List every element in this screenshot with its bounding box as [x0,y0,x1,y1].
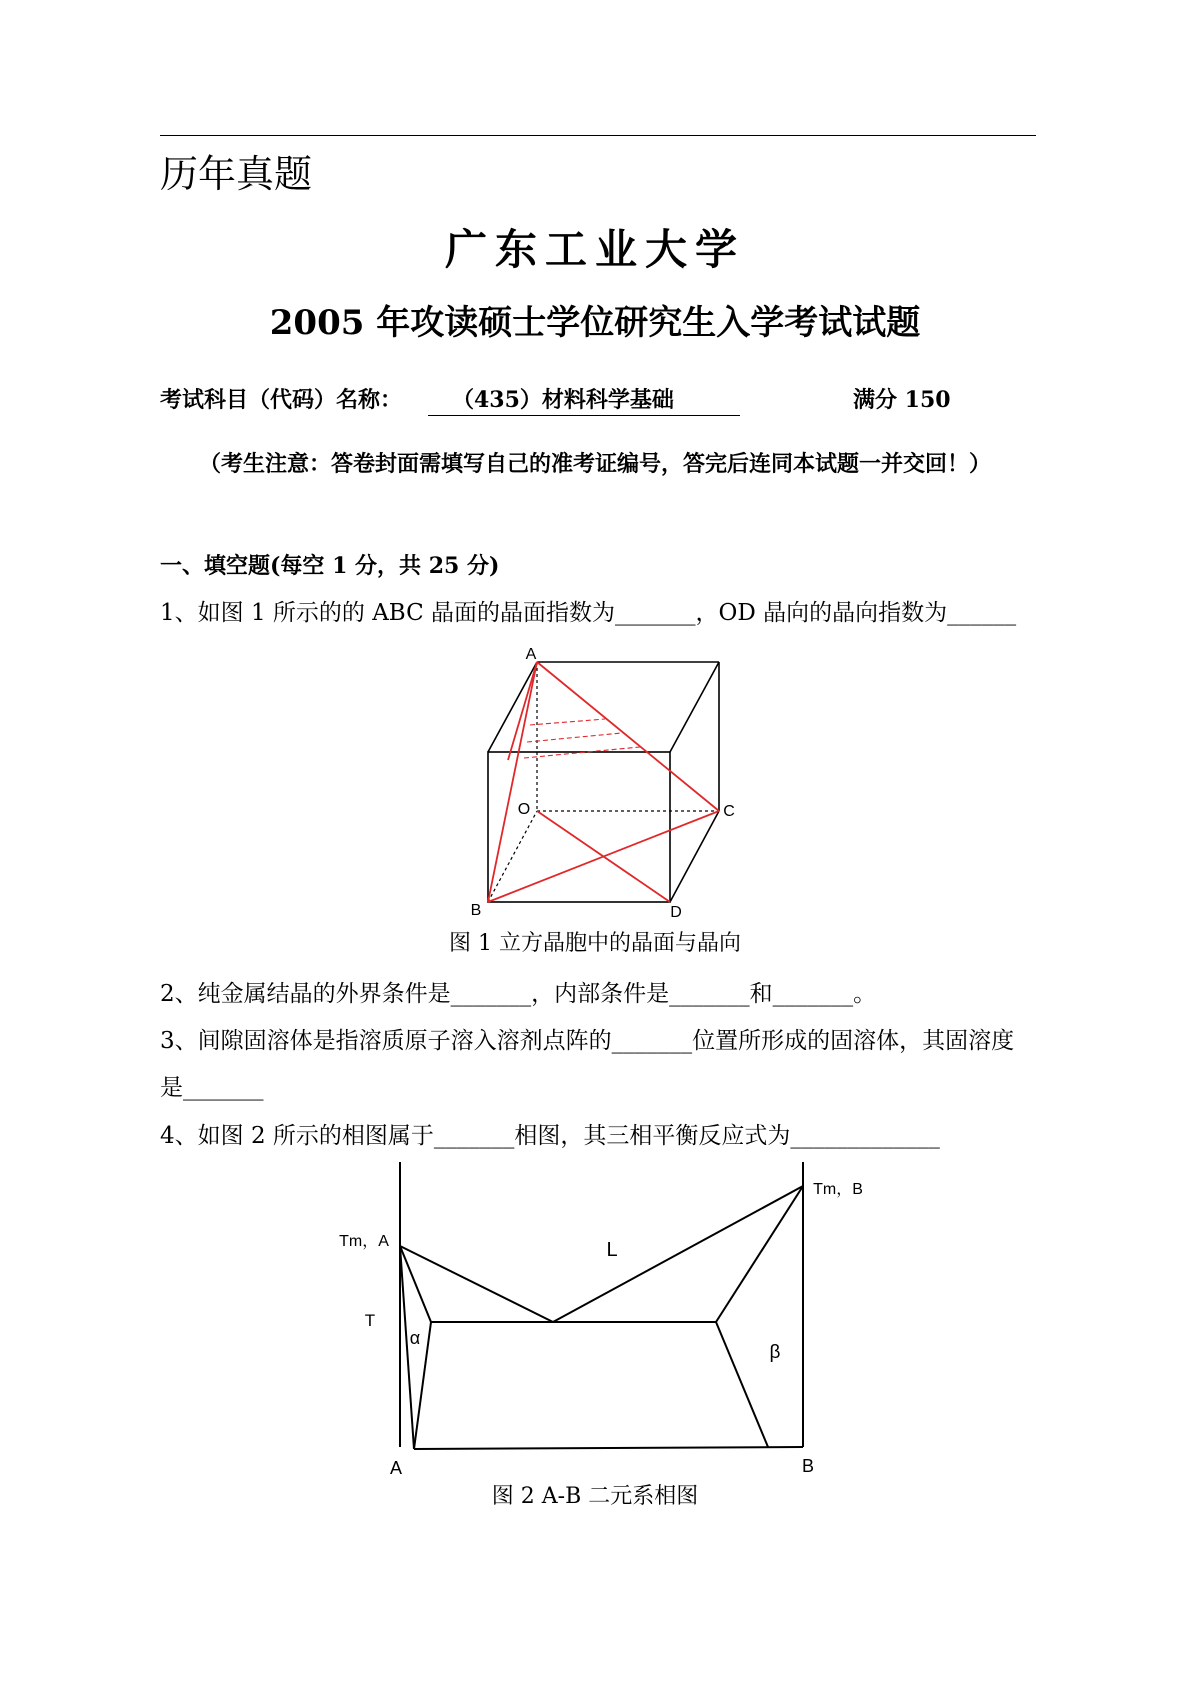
phase-diagram-lines [400,1162,803,1449]
question-1: 1、如图 1 所示的的 ABC 晶面的晶面指数为_______，OD 晶向的晶向指数为______ [160,600,1017,626]
question-3-continued: 是_______ [160,1075,264,1101]
figure-1-unit-cell [440,640,760,920]
subject-value: （435）材料科学基础 [428,384,740,416]
vertex-label-o: O [517,801,531,818]
section-title: 一、填空题(每空 1 分，共 25 分) [160,553,500,579]
full-score: 满分 150 [853,387,951,413]
question-3: 3、间隙固溶体是指溶质原子溶入溶剂点阵的_______位置所形成的固溶体，其固溶度 [160,1028,1015,1054]
figure-2-phase-diagram [320,1150,880,1490]
university-title: 广东工业大学 [444,225,745,274]
beta-phase-label: β [769,1342,781,1363]
figure-2-caption: 图 2 A-B 二元系相图 [491,1484,699,1509]
temperature-axis-label: T [364,1311,376,1330]
candidate-notice: （考生注意：答卷封面需填写自己的准考证编号，答完后连同本试题一并交回！） [198,451,991,477]
alpha-phase-label: α [409,1328,421,1348]
vertex-label-c: C [723,803,735,820]
highlighted-plane-and-direction [488,662,719,902]
melting-point-b-label: Tm，B [813,1181,863,1198]
vertex-label-a: A [525,646,537,663]
liquid-phase-label: L [606,1239,618,1261]
header-tag: 历年真题 [160,152,313,196]
exam-title: 2005 年攻读硕士学位研究生入学考试试题 [269,303,921,343]
component-a-label: A [389,1458,403,1478]
figure-1-caption: 图 1 立方晶胞中的晶面与晶向 [449,931,741,956]
vertex-label-b: B [470,902,482,919]
melting-point-a-label: Tm，A [339,1233,389,1250]
question-2: 2、纯金属结晶的外界条件是_______，内部条件是_______和_______。 [160,981,877,1007]
vertex-label-d: D [670,904,682,920]
question-4: 4、如图 2 所示的相图属于_______相图，其三相平衡反应式为_____________ [160,1123,940,1149]
top-rule [160,135,1036,136]
component-b-label: B [801,1456,815,1476]
subject-label: 考试科目（代码）名称： [160,387,403,413]
